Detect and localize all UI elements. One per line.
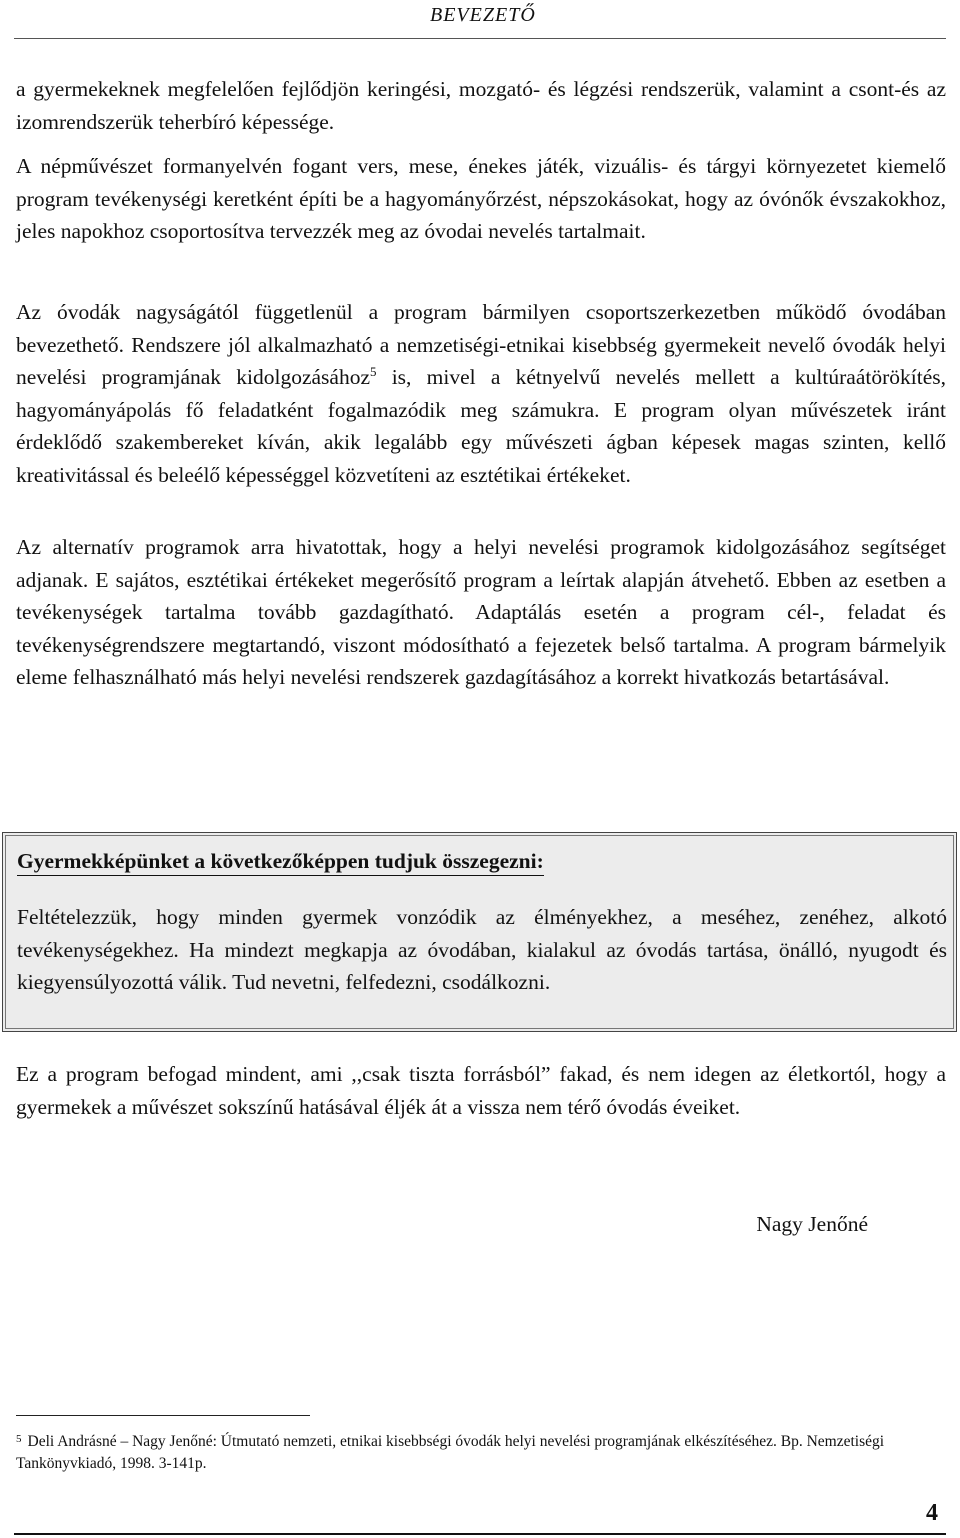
- footnote-number: 5: [16, 1433, 22, 1445]
- paragraph-text: Az alternatív programok arra hivatottak, hogy a helyi nevelési programok kidolgozásához segítséget adjanak. E sajátos, esztétikai értékeket megerősítő program a leírtak alapján átvehető. Ebben az esetben a tevékenységek tartalma tovább gazdagítható. Adaptálás esetén a program cél-, feladat és tevékenységrendszere megtartandó, viszont módosítható a fejezetek belső tartalma. A program bármelyik eleme felhasználható más helyi nevelési rendszerek gazdagításához a korrekt hivatkozás betartásával.: [16, 535, 946, 689]
- summary-heading: Gyermekképünket a következőképpen tudjuk összegezni:: [17, 847, 544, 876]
- footer-divider: [14, 1533, 946, 1535]
- paragraph-2: [16, 150, 946, 248]
- footnote-text: Deli Andrásné – Nagy Jenőné: Útmutató nemzeti, etnikai kisebbségi óvodák helyi nevelési programjának elkészítéséhez. Bp. Nemzetiségi Tankönyvkiadó, 1998. 3-141p.: [16, 1433, 885, 1472]
- footnote-divider: [16, 1415, 310, 1416]
- paragraph-3: [16, 296, 946, 491]
- paragraph-text-part: Az óvodák nagyságától függetlenül a program bármilyen csoportszerkezetben működő óvodában bevezethető. Rendszere jól alkalmazható a nemzetiségi-etnikai kisebbség gyermekeit nevelő óvodák helyi nevelési programjának kidolgozásához: [16, 300, 946, 389]
- footnote-reference[interactable]: 5: [370, 364, 377, 379]
- running-header: [14, 0, 946, 39]
- footnote: [16, 1428, 946, 1475]
- summary-box: [2, 832, 957, 1032]
- paragraph-text-part: is, mivel a kétnyelvű nevelés mellett a kultúraátörökítés, hagyományápolás fő feladatként fogalmazódik meg számukra. E program olyan művészetek iránt érdeklődő szakembereket kíván, akik legalább egy művészeti ágban képesek magas szinten, kellő kreativitással és beleélő képességgel közvetíteni az esztétikai értékeket.: [16, 365, 946, 487]
- page-number: 4: [926, 1500, 938, 1526]
- paragraph-4: [16, 531, 946, 694]
- paragraph-text: a gyermekeknek megfelelően fejlődjön keringési, mozgató- és légzési rendszerük, valamint a csont-és az izomrendszerük teherbíró képessége.: [16, 77, 946, 134]
- paragraph-5: [16, 1058, 946, 1123]
- author-signature: Nagy Jenőné: [756, 1212, 868, 1236]
- paragraph-text: A népművészet formanyelvén fogant vers, mese, énekes játék, vizuális- és tárgyi környezetet kiemelő program tevékenységi keretként építi be a hagyományőrzést, népszokásokat, hogy az óvónők évszakokhoz, jeles napokhoz csoportosítva tervezzék meg az óvodai nevelés tartalmait.: [16, 154, 946, 243]
- paragraph-text: Ez a program befogad mindent, ami ,,csak tiszta forrásból” fakad, és nem idegen az életkortól, hogy a gyermekek a művészet sokszínű hatásával éljék át a vissza nem térő óvodás éveiket.: [16, 1062, 946, 1119]
- summary-text: Feltételezzük, hogy minden gyermek vonzódik az élményekhez, a meséhez, zenéhez, alkotó tevékenységekhez. Ha mindezt megkapja az óvodában, kialakul az óvodás tartása, önálló, nyugodt és kiegyensúlyozottá válik. Tud nevetni, felfedezni, csodálkozni.: [17, 905, 947, 994]
- paragraph-text: [16, 296, 946, 491]
- paragraph-1: [16, 73, 946, 138]
- chapter-title: BEVEZETŐ: [430, 4, 536, 26]
